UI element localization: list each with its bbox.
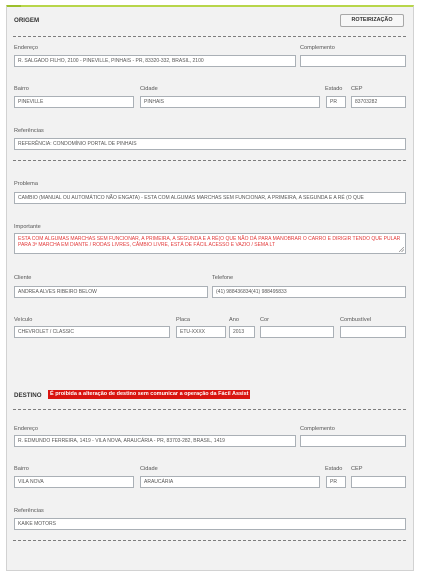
origem-bairro-input[interactable]: PINEVILLE (14, 96, 134, 108)
cor-label: Cor (260, 317, 270, 323)
origem-bairro-label: Bairro (14, 86, 29, 92)
origem-section-title: ORIGEM (14, 17, 40, 24)
origem-cidade-label: Cidade (140, 86, 158, 92)
destino-complemento-input[interactable] (300, 435, 406, 447)
origem-endereco-label: Endereço (14, 45, 38, 51)
origem-complemento-input[interactable] (300, 55, 406, 67)
telefone-label: Telefone (212, 275, 234, 281)
combustivel-label: Combustível (340, 317, 372, 323)
destino-estado-label: Estado (325, 466, 343, 472)
destino-complemento-label: Complemento (300, 426, 335, 432)
destino-cep-input[interactable] (351, 476, 406, 488)
destino-referencias-input[interactable]: KAIKE MOTORS (14, 518, 406, 530)
origem-cep-label: CEP (351, 86, 363, 92)
importante-textarea[interactable] (14, 233, 406, 254)
destino-referencias-label: Referências (14, 508, 44, 514)
destino-estado-input[interactable]: PR (326, 476, 346, 488)
roteirizacao-button[interactable]: ROTEIRIZAÇÃO (340, 14, 404, 27)
placa-label: Placa (176, 317, 190, 323)
origem-estado-input[interactable]: PR (326, 96, 346, 108)
cliente-input[interactable]: ANDREA ALVES RIBEIRO BELOW (14, 286, 208, 298)
importante-label: Importante (14, 224, 41, 230)
destino-endereco-label: Endereço (14, 426, 38, 432)
section-divider (13, 540, 406, 541)
resize-grip-icon[interactable] (399, 247, 404, 252)
veiculo-label: Veículo (14, 317, 33, 323)
panel-accent-corner (7, 5, 21, 7)
destino-cidade-label: Cidade (140, 466, 158, 472)
origem-endereco-input[interactable]: R. SALGADO FILHO, 2100 - PINEVILLE, PINHAIS - PR, 83320-332, BRASIL, 2100 (14, 55, 296, 67)
placa-input[interactable]: ETU-XXXX (176, 326, 226, 338)
ano-input[interactable]: 2013 (229, 326, 255, 338)
veiculo-input[interactable]: CHEVROLET / CLASSIC (14, 326, 170, 338)
combustivel-input[interactable] (340, 326, 406, 338)
cor-input[interactable] (260, 326, 334, 338)
origem-estado-label: Estado (325, 86, 343, 92)
destino-warning-badge: É proibida a alteração de destino sem comunicar a operação da Fácil Assist (50, 391, 249, 397)
destino-cidade-input[interactable]: ARAUCÁRIA (140, 476, 320, 488)
origem-cep-input[interactable]: 83703282 (351, 96, 406, 108)
problema-label: Problema (14, 181, 38, 187)
destino-bairro-input[interactable]: VILA NOVA (14, 476, 134, 488)
destino-cep-label: CEP (351, 466, 363, 472)
destino-section-title: DESTINO (14, 392, 42, 399)
problema-select[interactable]: CAMBIO (MANUAL OU AUTOMÁTICO NÃO ENGATA) - ESTA COM ALGUMAS MARCHAS SEM FUNCIONAR, A PRIMEIRA, A SEGUNDA E A RÉ (O QUE (14, 192, 406, 204)
destino-endereco-input[interactable]: R. EDMUNDO FERREIRA, 1419 - VILA NOVA, ARAUCÁRIA - PR, 83703-282, BRASIL, 1419 (14, 435, 296, 447)
ano-label: Ano (229, 317, 239, 323)
section-divider (13, 36, 406, 37)
origem-referencias-label: Referências (14, 128, 44, 134)
origem-referencias-input[interactable]: REFERÊNCIA: CONDOMÍNIO PORTAL DE PINHAIS (14, 138, 406, 150)
importante-text: ESTA COM ALGUMAS MARCHAS SEM FUNCIONAR, A PRIMEIRA, A SEGUNDA E A RÉ(O QUE NÃO DÁ PARA MANOBRAR O CARRO E DIRIGIR TENDO QUE PULAR PARA 3ª MARCHA EM DIANTE / RODAS LIVRES, CÂMBIO LIVRE, ESTÁ DE FÁCIL ACESSO E VAZIO / SEMA LT (18, 236, 401, 248)
origem-complemento-label: Complemento (300, 45, 335, 51)
destino-bairro-label: Bairro (14, 466, 29, 472)
cliente-label: Cliente (14, 275, 32, 281)
service-form-panel (6, 5, 414, 571)
section-divider (13, 160, 406, 161)
origem-cidade-input[interactable]: PINHAIS (140, 96, 320, 108)
section-divider (13, 409, 406, 410)
telefone-input[interactable]: (41) 988436834(41) 988495833 (212, 286, 406, 298)
